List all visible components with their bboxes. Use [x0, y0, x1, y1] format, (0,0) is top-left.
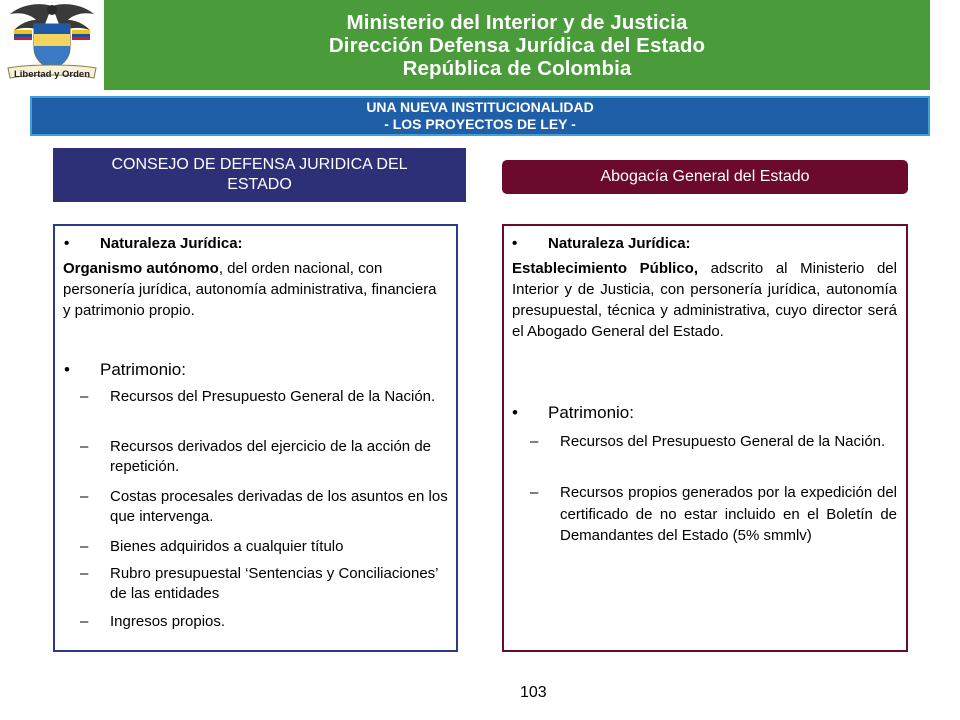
- right-header-text: Abogacía General del Estado: [600, 168, 810, 185]
- header-title-band: [104, 0, 930, 90]
- right-naturaleza-rest: adscrito al Ministerio del Interior y de Justicia, con personería jurídica, autonomía presupuestal, técnica y administrativa, cuyo director será el Abogado General del Estado.: [512, 260, 897, 340]
- left-naturaleza-text: [63, 258, 448, 321]
- left-patrimonio-item: [80, 487, 450, 527]
- right-patrimonio-item: [530, 482, 897, 547]
- header-line-direction: Dirección Defensa Jurídica del Estado: [328, 33, 706, 57]
- left-naturaleza-rest: , del orden nacional, con personería jurídica, autonomía administrativa, financiera y patrimonio propio.: [63, 260, 437, 319]
- subtitle-line-2: - LOS PROYECTOS DE LEY -: [384, 116, 576, 132]
- left-patrimonio-colon: :: [181, 360, 186, 379]
- bullet-dot-icon: •: [512, 403, 518, 422]
- left-item-text: Ingresos propios.: [110, 613, 226, 630]
- left-header-text: CONSEJO DE DEFENSA JURIDICA DEL ESTADO: [111, 156, 408, 193]
- left-patrimonio-item: [80, 437, 450, 477]
- right-naturaleza-bold: Establecimiento Público,: [512, 260, 699, 277]
- dash-icon: –: [80, 565, 89, 582]
- right-naturaleza-text: [512, 258, 897, 342]
- dash-icon: –: [80, 538, 89, 555]
- left-item-text: Costas procesales derivadas de los asuntos en los que intervenga.: [110, 488, 448, 525]
- bullet-dot-icon: •: [64, 235, 70, 252]
- subtitle-banner: [30, 96, 930, 136]
- left-item-text: Recursos derivados del ejercicio de la acción de repetición.: [110, 438, 432, 475]
- left-naturaleza-bold: Organismo autónomo: [63, 260, 219, 277]
- logo-caption: Libertad y Orden: [13, 69, 90, 80]
- header-line-ministry: Ministerio del Interior y de Justicia: [346, 10, 688, 34]
- right-naturaleza-label: Naturaleza Jurídica:: [548, 235, 691, 252]
- left-patrimonio-label: Patrimonio: [100, 360, 182, 379]
- left-patrimonio-item: [80, 387, 450, 407]
- left-item-text: Rubro presupuestal ‘Sentencias y Conciliaciones’ de las entidades: [110, 565, 438, 602]
- dash-icon: –: [530, 484, 539, 501]
- dash-icon: –: [80, 388, 89, 405]
- left-column-header: [53, 148, 466, 202]
- dash-icon: –: [80, 488, 89, 505]
- left-patrimonio-item: [80, 612, 450, 632]
- right-column-header: [502, 160, 908, 194]
- dash-icon: –: [530, 433, 539, 450]
- bullet-dot-icon: •: [512, 235, 518, 252]
- left-patrimonio-item: [80, 564, 450, 604]
- right-patrimonio-item: [530, 432, 897, 452]
- dash-icon: –: [80, 613, 89, 630]
- right-patrimonio-label: Patrimonio: [548, 403, 630, 422]
- header-line-republic: República de Colombia: [402, 56, 632, 80]
- left-item-text: Recursos del Presupuesto General de la Nación.: [110, 388, 436, 405]
- left-naturaleza-label: Naturaleza Jurídica:: [100, 235, 243, 252]
- coat-of-arms-logo: [0, 0, 104, 92]
- bullet-dot-icon: •: [64, 360, 70, 379]
- right-item-text: Recursos del Presupuesto General de la Nación.: [560, 433, 886, 450]
- page-number: 103: [520, 684, 547, 701]
- right-patrimonio-colon: :: [629, 403, 634, 422]
- left-patrimonio-item: [80, 537, 450, 557]
- left-item-text: Bienes adquiridos a cualquier título: [110, 538, 344, 555]
- subtitle-line-1: UNA NUEVA INSTITUCIONALIDAD: [366, 99, 594, 115]
- dash-icon: –: [80, 438, 89, 455]
- right-item-text: Recursos propios generados por la expedición del certificado de no estar incluido en el Boletín de Demandantes del Estado (5% smmlv): [560, 484, 897, 544]
